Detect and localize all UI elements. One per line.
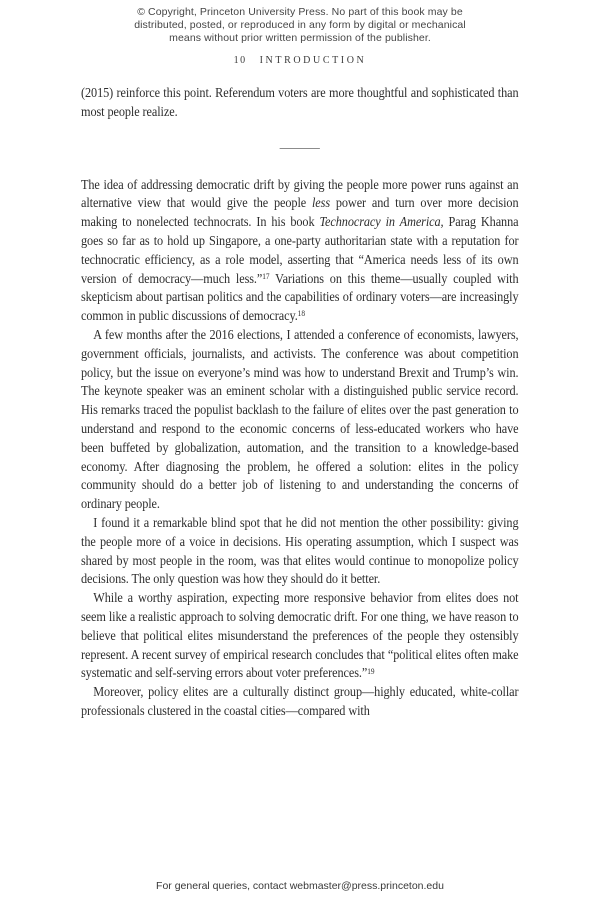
text-run: Moreover, policy elites are a culturally distinct group—highly educated, white-collar professionals clustered in the coastal cities—compared with [81,685,519,719]
text-run: less [311,196,331,212]
body-paragraph [81,515,519,590]
body-paragraph [81,327,519,515]
body-paragraph [81,85,519,123]
text-run: Variations on this theme—usually coupled with skepticism about partisan politics and the capabilities of ordinary voters—are increasingly common in public discussions of democracy. [81,271,519,325]
footnote-reference: 17 [262,271,270,281]
text-run: (2015) reinforce this point. Referendum voters are more thoughtful and sophisticated than most people realize. [81,86,519,120]
body-paragraph [81,590,519,684]
footnote-reference: 18 [297,309,305,319]
footnote-reference: 19 [367,666,375,676]
text-run: A few months after the 2016 elections, I attended a conference of economists, lawyers, government officials, journalists, and activists. The conference was about competition policy, but the issue on everyone’s mind was how to understand Brexit and Trump’s win. The keynote speaker was an eminent scholar with a distinguished public service record. His remarks traced the populist backlash to the failure of elites over the past generation to understand and respond to the economic concerns of less-educated workers who have been buffeted by globalization, automation, and the transition to a knowledge-based economy. After diagnosing the problem, he offered a solution: elites in the policy community should do a better job of listening to and understanding the concerns of ordinary people. [81,327,519,513]
text-run: Technocracy in America, [319,215,444,231]
text-run: The idea of addressing democratic drift by giving the people more power runs against an alternative view that would give the people [81,177,519,212]
body-text [81,85,519,722]
text-run: While a worthy aspiration, expecting more responsive behavior from elites does not seem like a realistic approach to solving democratic drift. For one thing, we have reason to believe that political elites misunderstand the preferences of the people they ostensibly represent. A recent survey of empirical research concludes that “political elites often make systematic and self-serving errors about voter preferences.” [81,591,519,682]
footer-contact: For general queries, contact webmaster@press.princeton.edu [156,880,444,892]
text-run: I found it a remarkable blind spot that he did not mention the other possibility: giving the people more of a voice in decisions. His operating assumption, which I suspect was shared by most people in the room, was that elites would continue to monopolize policy decisions. The only question was how they should do it better. [81,515,519,588]
chapter-title: INTRODUCTION [259,55,367,66]
copyright-line: means without prior written permission of the publisher. [169,32,431,44]
copyright-line: distributed, posted, or reproduced in any form by digital or mechanical [134,19,466,31]
copyright-notice [0,6,600,45]
text-run: power and turn over more decision making to nonelected technocrats. In his book [81,196,519,231]
body-paragraph [81,177,519,327]
copyright-line: © Copyright, Princeton University Press. No part of this book may be [137,6,463,18]
body-paragraph [81,684,519,722]
text-run: Parag Khanna goes so far as to hold up Singapore, a one-party authoritarian state with a reputation for technocratic efficiency, as a role model, asserting that “America needs less of its own version of democracy—much less.” [81,215,519,287]
section-divider [280,148,320,149]
page-number: 10 [233,55,247,66]
running-head [0,55,600,66]
